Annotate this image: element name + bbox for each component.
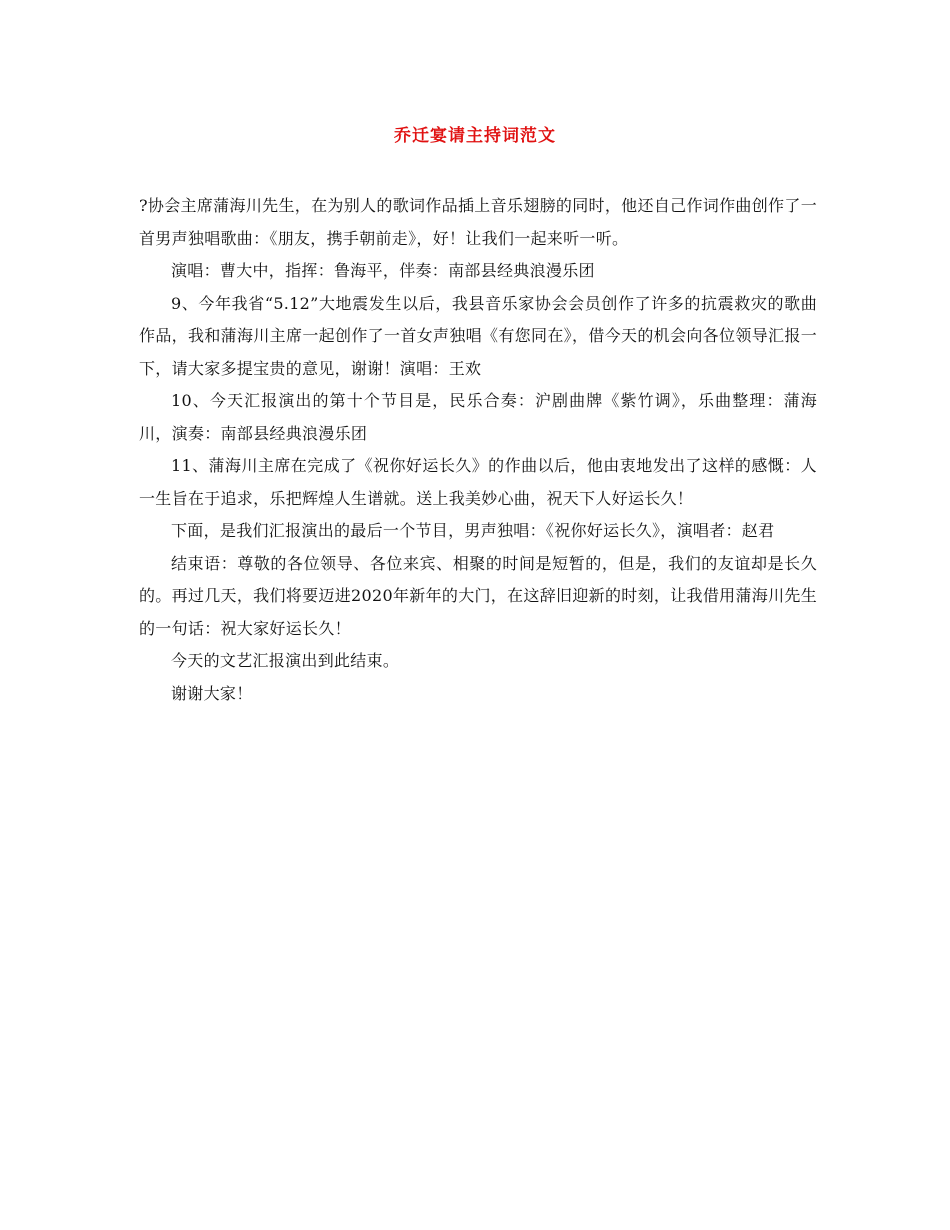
paragraph-2: 演唱：曹大中，指挥：鲁海平，伴奏：南部县经典浪漫乐团 (171, 261, 595, 280)
paragraph-8: 今天的文艺汇报演出到此结束。 (171, 651, 400, 670)
paragraph-6: 下面，是我们汇报演出的最后一个节目，男声独唱：《祝你好运长久》，演唱者：赵君 (171, 521, 775, 540)
paragraph-3: 9、今年我省“5.12”大地震发生以后，我县音乐家协会会员创作了许多的抗震救灾的歌曲作品，我和蒲海川主席一起创作了一首女声独唱《有您同在》，借今天的机会向各位领导汇报一下，请大家多提宝贵的意见，谢谢！演唱：王欢 (139, 293, 817, 378)
paragraph-1: ?协会主席蒲海川先生，在为别人的歌词作品插上音乐翅膀的同时，他还自己作词作曲创作了一首男声独唱歌曲：《朋友，携手朝前走》，好！让我们一起来听一听。 (139, 196, 817, 248)
paragraph-5: 11、蒲海川主席在完成了《祝你好运长久》的作曲以后，他由衷地发出了这样的感慨：人一生旨在于追求，乐把辉煌人生谱就。送上我美妙心曲，祝天下人好运长久！ (139, 456, 817, 508)
paragraph-7: 结束语：尊敬的各位领导、各位来宾、相聚的时间是短暂的，但是，我们的友谊却是长久的。再过几天，我们将要迈进2020年新年的大门，在这辞旧迎新的时刻，让我借用蒲海川先生的一句话：祝大家好运长久！ (139, 553, 817, 638)
document-title: 乔迁宴请主持词范文 (394, 126, 556, 146)
document-body (139, 190, 817, 710)
paragraph-4: 10、今天汇报演出的第十个节目是，民乐合奏：沪剧曲牌《紫竹调》，乐曲整理：蒲海川，演奏：南部县经典浪漫乐团 (139, 391, 817, 443)
paragraph-9: 谢谢大家！ (171, 683, 253, 703)
